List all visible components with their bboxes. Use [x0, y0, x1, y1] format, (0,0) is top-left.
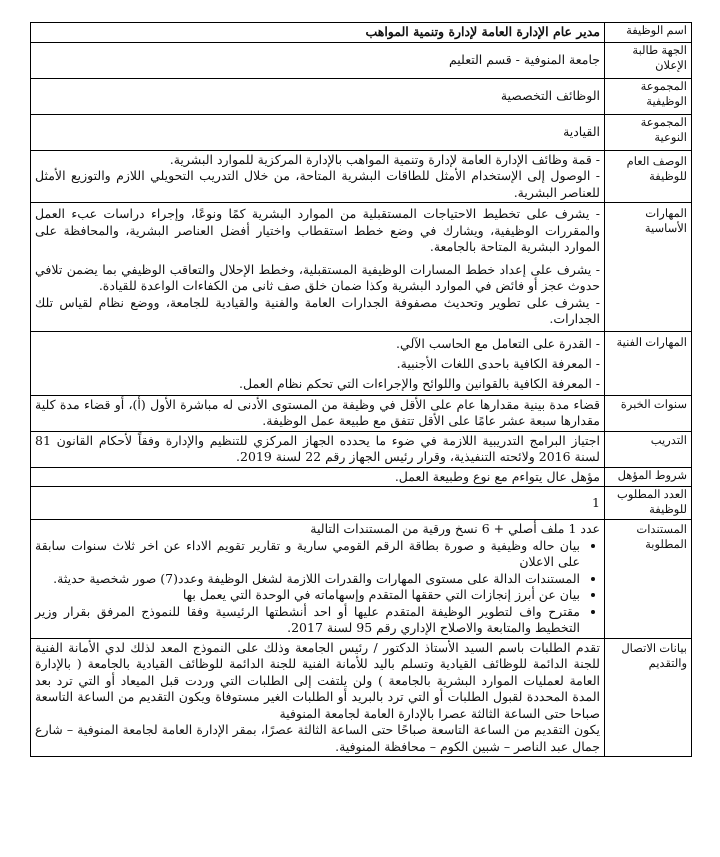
document-item: • بيان حاله وظيفية و صورة بطاقة الرقم القومي سارية و تقارير تقويم الاداء عن اخر ثلاث سنوات سابقة على الاعلان: [35, 538, 580, 571]
row-core-skills: [31, 203, 692, 332]
label-contact-submission: بيانات الاتصال والتقديم: [605, 638, 692, 757]
row-general-description: [31, 150, 692, 203]
technical-skill-item: - المعرفة الكافية بالقوانين واللوائح والإجراءات التي تحكم نظام العمل.: [239, 375, 600, 391]
row-required-documents: [31, 520, 692, 639]
value-general-description: [31, 150, 605, 203]
row-technical-skills: [31, 331, 692, 395]
description-line: - الوصول إلى الإستخدام الأمثل للطاقات البشرية المتاحة، من خلال التدريب التحويلي اللازم والتوزيع الأمثل للعناصر البشرية.: [35, 168, 600, 200]
label-requesting-entity: الجهة طالبة الإعلان: [605, 42, 692, 78]
document-item: • مقترح واف لتطوير الوظيفة المتقدم عليها أو احد أنشطتها الرئيسية وفقا للنموذج المرفق بقرار وزير التخطيط والمتابعة والاصلاح الإداري رقم 95 لسنة 2017.: [35, 604, 580, 637]
document-item: • بيان عن أبرز إنجازات التي حققها المتقدم وإسهاماته في الوحدة التي يعمل بها: [35, 587, 580, 604]
submission-location: يكون التقديم من الساعة التاسعة صباحًا حتى الساعة الثالثة عصرًا، بمقر الإدارة العامة لجامعة المنوفية – شارع جمال عبد الناصر – شبين الكوم – محافظة المنوفية.: [35, 722, 600, 754]
value-required-documents: [31, 520, 605, 639]
label-job-group: المجموعة الوظيفية: [605, 78, 692, 114]
value-qualification: مؤهل عال يتواءم مع نوع وطبيعة العمل.: [31, 467, 605, 487]
label-general-description: الوصف العام للوظيفة: [605, 150, 692, 203]
value-technical-skills: [31, 331, 605, 395]
value-requesting-entity: جامعة المنوفية - قسم التعليم: [31, 42, 605, 78]
value-job-title: مدير عام الإدارة العامة لإدارة وتنمية المواهب: [31, 23, 605, 43]
value-training: اجتياز البرامج التدريبية اللازمة في ضوء ما يحدده الجهاز المركزي للتنظيم والإدارة وفقاً لأحكام القانون 81 لسنة 2016 ولائحته التنفيذية، وقرار رئيس الجهاز رقم 22 لسنة 2019.: [31, 431, 605, 467]
job-details-table: [30, 22, 692, 757]
value-required-count: 1: [31, 487, 605, 520]
label-required-documents: المستندات المطلوبة: [605, 520, 692, 639]
row-training: [31, 431, 692, 467]
value-job-group: الوظائف التخصصية: [31, 78, 605, 114]
document-item: • المستندات الدالة على مستوى المهارات والقدرات اللازمة لشغل الوظيفة وعدد(7) صور شخصية حديثة.: [35, 571, 580, 588]
value-category: القيادية: [31, 114, 605, 150]
value-contact-submission: [31, 638, 605, 757]
row-qualification: [31, 467, 692, 487]
row-category: [31, 114, 692, 150]
core-skill-item: - يشرف على تخطيط الاحتياجات المستقبلية من الموارد البشرية كمًا ونوعًا، وإجراء دراسات عبء العمل والمقررات الوظيفية، ويشارك في وضع خطط استقطاب واختيار أفضل العناصر البشرية، والمحافظة على الموارد البشرية المتاحة بالجامعة.: [35, 206, 600, 254]
label-category: المجموعة النوعية: [605, 114, 692, 150]
label-required-count: العدد المطلوب للوظيفة: [605, 487, 692, 520]
label-experience-years: سنوات الخبرة: [605, 395, 692, 431]
description-line: - قمة وظائف الإدارة العامة لإدارة وتنمية المواهب بالإدارة المركزية للموارد البشرية.: [169, 151, 600, 167]
technical-skill-item: - القدرة على التعامل مع الحاسب الآلي.: [396, 335, 600, 351]
core-skill-item: - يشرف على تطوير وتحديث مصفوفة الجدارات العامة والفنية والقيادية للجامعة، ووضع نظام لقياس تلك الجدارات.: [35, 294, 600, 326]
label-core-skills: المهارات الأساسية: [605, 203, 692, 332]
value-experience-years: قضاء مدة بينية مقدارها عام على الأقل في وظيفة من المستوى الأدنى له مباشرة الأول (أ)، أو قضاء مدة كلية مقدارها سبعة عشر عامًا على الأقل تتفق مع طبيعة عمل الوظيفة.: [31, 395, 605, 431]
technical-skill-item: - المعرفة الكافية باحدى اللغات الأجنبية.: [396, 355, 600, 371]
core-skill-item: - يشرف على إعداد خطط المسارات الوظيفية المستقبلية، وخطط الإحلال والتعاقب الوظيفي بما يضمن تلافي حدوث عجز أو فائض في الموارد البشرية وكذا ضمان خلق صف ثانى من الكفاءات الواعدة للقيادة.: [35, 261, 600, 293]
row-experience-years: [31, 395, 692, 431]
row-requesting-entity: [31, 42, 692, 78]
row-job-title: [31, 23, 692, 43]
row-required-count: [31, 487, 692, 520]
row-contact-submission: [31, 638, 692, 757]
documents-list: [35, 538, 600, 637]
documents-intro: عدد 1 ملف أصلي + 6 نسخ ورقية من المستندات التالية: [310, 521, 600, 536]
label-technical-skills: المهارات الفنية: [605, 331, 692, 395]
label-training: التدريب: [605, 431, 692, 467]
label-qualification: شروط المؤهل: [605, 467, 692, 487]
row-job-group: [31, 78, 692, 114]
label-job-title: اسم الوظيفة: [605, 23, 692, 43]
value-core-skills: [31, 203, 605, 332]
submission-instructions: تقدم الطلبات باسم السيد الأستاذ الدكتور / رئيس الجامعة وذلك على النموذج المعد لذلك لدي الأمانة الفنية للجنة الدائمة للوظائف القيادية وتسلم باليد للأمانة الفنية للجنة الدائمة للوظائف القيادية بالجامعة ( بالإدارة العامة لعمليات الموارد البشرية بالجامعة ) ولن يلتفت إلى الطلبات التي وردت قبل الميعاد أو التي ترد بعد المدة المحددة لقبول الطلبات أو التي ترد بالبريد أو الطلبات الغير مستوفاة ويكون التقديم من الساعة التاسعة صباحا حتى الساعة الثالثة عصرا بالإدارة العامة لجامعة المنوفية: [35, 639, 600, 721]
